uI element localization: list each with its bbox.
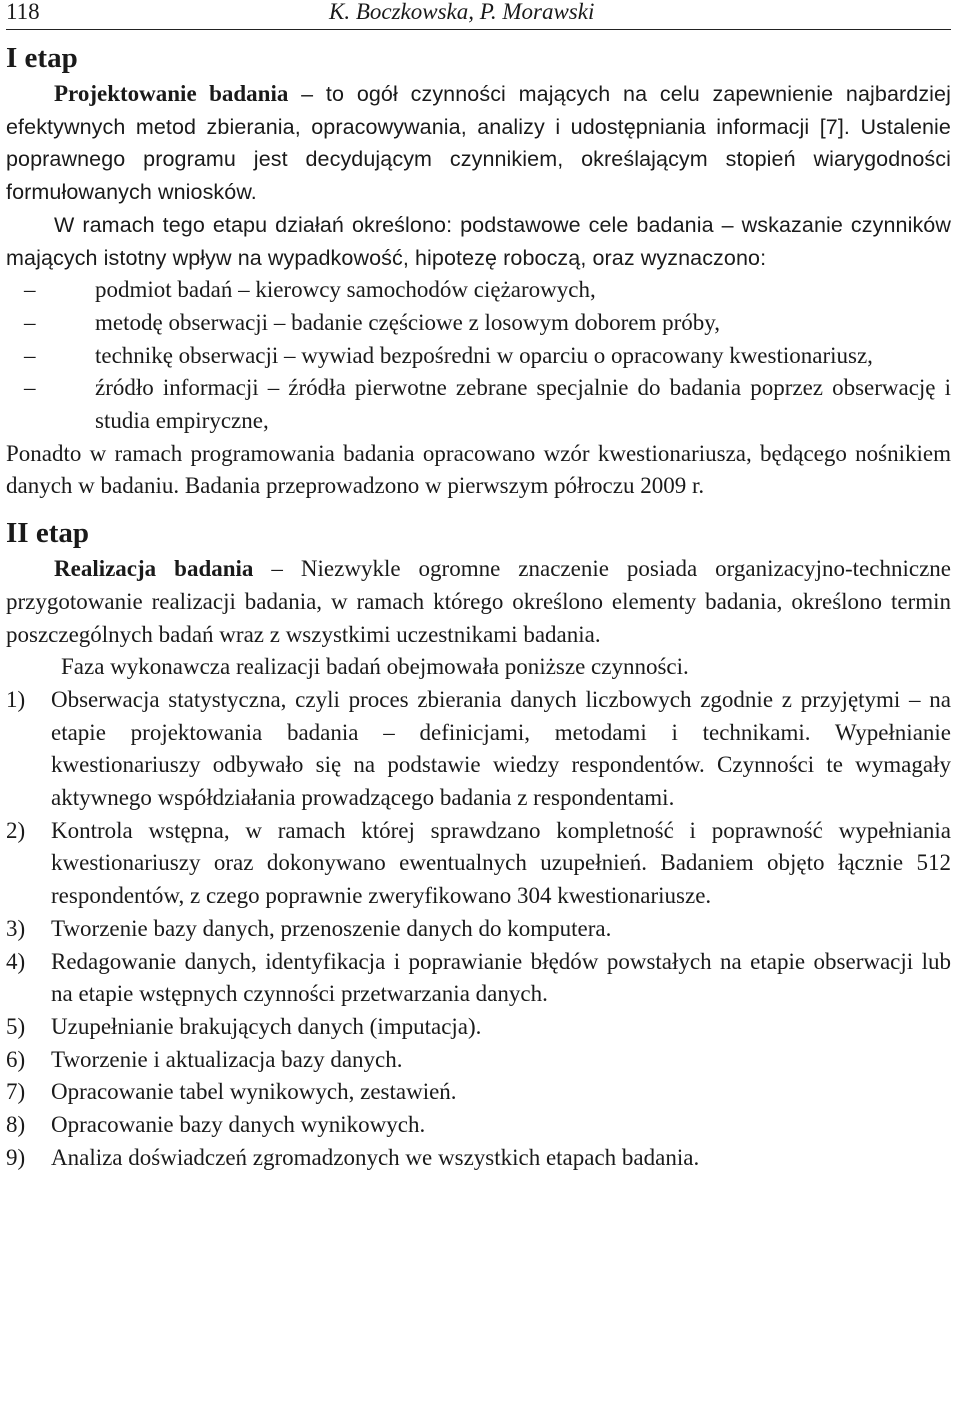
section-stage-2 — [6, 513, 951, 1174]
step-text: Uzupełnianie brakujących danych (imputacja). — [51, 1013, 482, 1039]
step-number: 9) — [6, 1144, 26, 1170]
page-header — [6, 0, 951, 30]
step-text: Opracowanie bazy danych wynikowych. — [51, 1112, 426, 1138]
step-number: 6) — [6, 1046, 26, 1072]
step-number: 4) — [6, 948, 26, 974]
step-text: Obserwacja statystyczna, czyli proces zbierania danych liczbowych zgodnie z przyjętymi – na etapie projektowania badania – definicjami, metodami i technikami. Wypełnianie kwestionariuszy odbywało się na podstawie wiedzy respondentów. Czynności te wymagały aktywnego współdziałania prowadzącego badania z respondentami. — [51, 686, 951, 811]
list-item — [6, 274, 951, 307]
stage-1-dash-list — [6, 274, 951, 438]
step-number: 2) — [6, 817, 26, 843]
running-header-authors: K. Boczkowska, P. Morawski — [329, 0, 595, 24]
list-item-text: podmiot badań – kierowcy samochodów ciężarowych, — [95, 277, 596, 303]
list-item — [6, 684, 951, 815]
list-item — [6, 815, 951, 913]
step-number: 3) — [6, 915, 26, 941]
step-number: 7) — [6, 1079, 26, 1105]
list-item-text: metodę obserwacji – badanie częściowe z losowym doborem próby, — [95, 309, 721, 335]
stage-1-term: Projektowanie badania — [54, 81, 289, 106]
step-text: Kontrola wstępna, w ramach której sprawdzano kompletność i poprawność wypełniania kwestionariuszy oraz dokonywano ewentualnych uzupełnień. Badaniem objęto łącznie 512 respondentów, z czego poprawnie zweryfikowano 304 kwestionariusze. — [51, 817, 951, 909]
step-number: 8) — [6, 1112, 26, 1138]
phase-sentence: Faza wykonawcza realizacji badań obejmowała poniższe czynności. — [61, 654, 689, 680]
stage-1-heading: I etap — [6, 42, 78, 74]
dash-bullet: – — [24, 309, 36, 335]
dash-bullet: – — [24, 277, 36, 303]
stage-2-term: Realizacja badania — [54, 556, 254, 582]
dash-bullet: – — [24, 342, 36, 368]
list-item — [6, 1044, 951, 1077]
document-page — [6, 0, 951, 1175]
list-item — [6, 340, 951, 373]
dash-bullet: – — [24, 375, 36, 401]
step-text: Analiza doświadczeń zgromadzonych we wszystkich etapach badania. — [51, 1144, 700, 1170]
step-text: Opracowanie tabel wynikowych, zestawień. — [51, 1079, 457, 1105]
list-item — [6, 307, 951, 340]
stage-2-intro-text: – Niezwykle ogromne znaczenie posiada organizacyjno-techniczne przygotowanie realizacji badania, w ramach którego określono elementy badania, określono termin poszczególnych badań wraz z wszystkimi uczestnikami badania. — [6, 556, 951, 647]
stage-1-paragraph-3: Ponadto w ramach programowania badania opracowano wzór kwestionariusza, będącego nośnikiem danych w badaniu. Badania przeprowadzono w pierwszym półroczu 2009 r. — [6, 440, 951, 499]
stage-1-intro — [6, 78, 951, 209]
list-item-text: źródło informacji – źródła pierwotne zebrane specjalnie do badania poprzez obserwację i studia empiryczne, — [95, 375, 951, 434]
step-number: 5) — [6, 1013, 26, 1039]
step-text: Tworzenie bazy danych, przenoszenie danych do komputera. — [51, 915, 612, 941]
list-item — [6, 946, 951, 1011]
list-item — [6, 913, 951, 946]
list-item — [6, 1142, 951, 1175]
step-text: Redagowanie danych, identyfikacja i poprawianie błędów powstałych na etapie obserwacji lub na etapie wstępnych czynności przetwarzania danych. — [51, 948, 951, 1007]
step-number: 1) — [6, 686, 26, 712]
stage-2-heading: II etap — [6, 517, 89, 550]
step-text: Tworzenie i aktualizacja bazy danych. — [51, 1046, 403, 1072]
list-item-text: technikę obserwacji – wywiad bezpośredni w oparciu o opracowany kwestionariusz, — [95, 342, 873, 368]
list-item — [6, 1109, 951, 1142]
section-stage-1 — [6, 38, 951, 503]
stage-2-intro — [6, 553, 951, 651]
list-item — [6, 1011, 951, 1044]
stage-1-intro-text: – to ogół czynności mających na celu zapewnienie najbardziej efektywnych metod zbierania, opracowywania, analizy i udostępniania informacji [7]. Ustalenie poprawnego programu jest decydującym czynnikiem, określającym stopień wiarygodności formułowanych wniosków. — [6, 82, 951, 205]
stage-1-paragraph-2: W ramach tego etapu działań określono: podstawowe cele badania – wskazanie czynników mających istotny wpływ na wypadkowość, hipotezę roboczą, oraz wyznaczono: — [6, 212, 951, 270]
list-item — [6, 372, 951, 437]
stage-2-steps — [6, 684, 951, 1175]
list-item — [6, 1076, 951, 1109]
page-number: 118 — [6, 0, 40, 24]
